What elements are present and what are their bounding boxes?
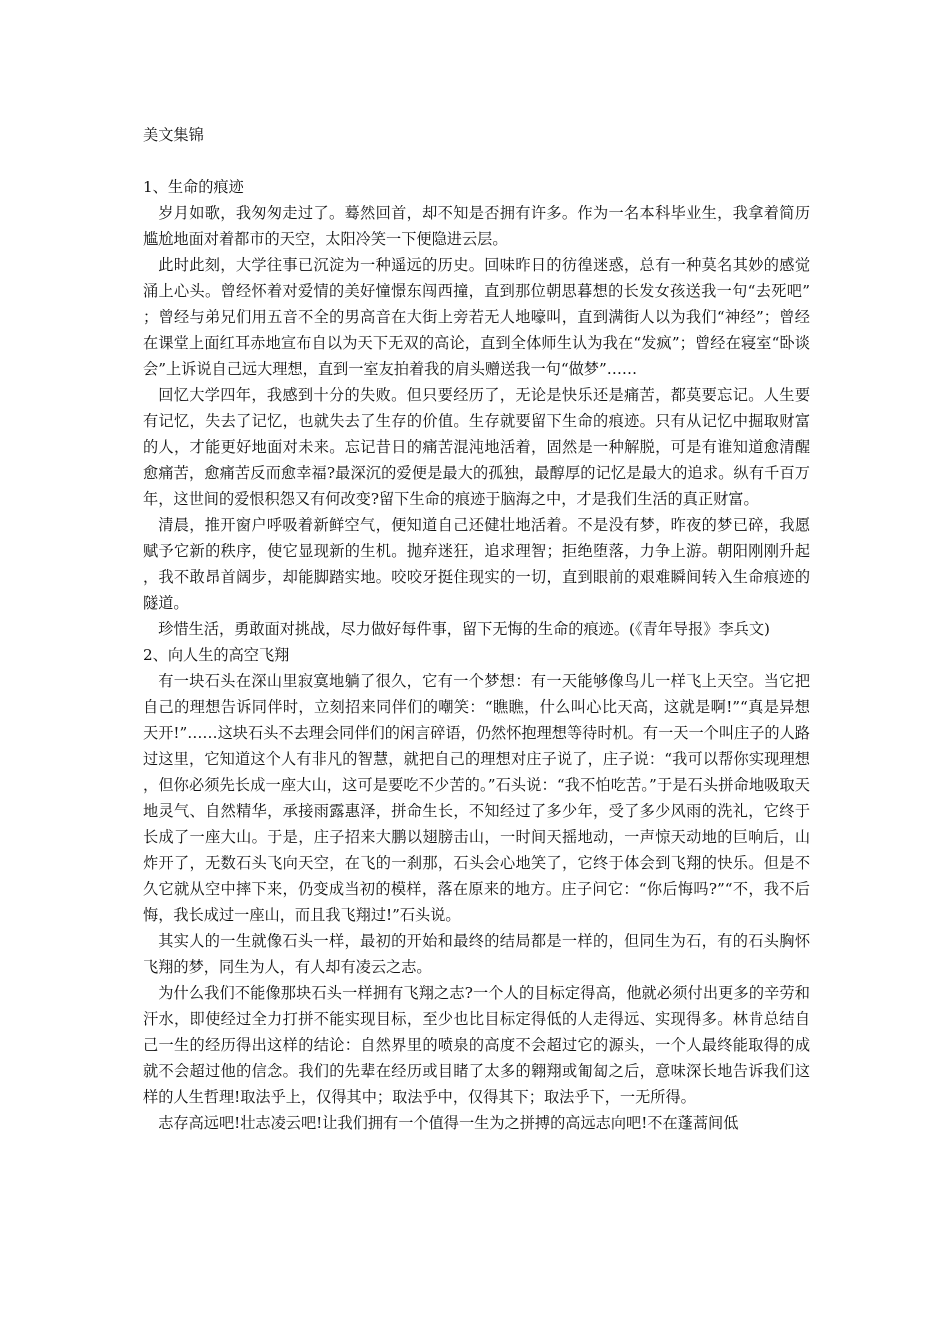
document-title: 美文集锦: [143, 126, 204, 144]
paragraph: 清晨，推开窗户呼吸着新鲜空气，便知道自己还健壮地活着。不是没有梦，昨夜的梦已碎，我愿赋予它新的秩序，使它显现新的生机。抛弃迷狂，追求理智；拒绝堕落，力争上游。朝阳刚刚升起，我不敢昂首阔步，却能脚踏实地。咬咬牙挺住现实的一切，直到眼前的艰难瞬间转入生命痕迹的隧道。: [143, 516, 810, 612]
paragraph: 其实人的一生就像石头一样，最初的开始和最终的结局都是一样的，但同生为石，有的石头胸怀飞翔的梦，同生为人，有人却有凌云之志。: [143, 932, 810, 976]
paragraph: 珍惜生活，勇敢面对挑战，尽力做好每件事，留下无悔的生命的痕迹。(《青年导报》李兵文): [158, 620, 770, 638]
paragraph: 有一块石头在深山里寂寞地躺了很久，它有一个梦想：有一天能够像鸟儿一样飞上天空。当它把自己的理想告诉同伴时，立刻招来同伴们的嘲笑：“瞧瞧，什么叫心比天高，这就是啊!”“真是异想天开!”……这块石头不去理会同伴们的闲言碎语，仍然怀抱理想等待时机。有一天一个叫庄子的人路过这里，它知道这个人有非凡的智慧，就把自己的理想对庄子说了，庄子说：“我可以帮你实现理想，但你必须先长成一座大山，这可是要吃不少苦的。”石头说：“我不怕吃苦。”于是石头拼命地吸取天地灵气、自然精华，承接雨露惠泽，拼命生长，不知经过了多少年，受了多少风雨的洗礼，它终于长成了一座大山。于是，庄子招来大鹏以翅膀击山，一时间天摇地动，一声惊天动地的巨响后，山炸开了，无数石头飞向天空，在飞的一刹那，石头会心地笑了，它终于体会到飞翔的快乐。但是不久它就从空中摔下来，仍变成当初的模样，落在原来的地方。庄子问它：“你后悔吗?”“不，我不后悔，我长成过一座山，而且我飞翔过!”石头说。: [143, 672, 810, 924]
paragraph: 志存高远吧!壮志凌云吧!让我们拥有一个值得一生为之拼搏的高远志向吧!不在蓬蒿间低: [158, 1114, 739, 1132]
document-body: [143, 122, 810, 1136]
article-section-2: [143, 642, 810, 1136]
article-section-1: [143, 174, 810, 642]
paragraph: 回忆大学四年，我感到十分的失败。但只要经历了，无论是快乐还是痛苦，都莫要忘记。人生要有记忆，失去了记忆，也就失去了生存的价值。生存就要留下生命的痕迹。只有从记忆中掘取财富的人，才能更好地面对未来。忘记昔日的痛苦混沌地活着，固然是一种解脱，可是有谁知道愈清醒愈痛苦，愈痛苦反而愈幸福?最深沉的爱便是最大的孤独，最醇厚的记忆是最大的追求。纵有千百万年，这世间的爱恨积怨又有何改变?留下生命的痕迹于脑海之中，才是我们生活的真正财富。: [143, 386, 810, 508]
paragraph: 岁月如歌，我匆匆走过了。蓦然回首，却不知是否拥有许多。作为一名本科毕业生，我拿着简历尴尬地面对着都市的天空，太阳冷笑一下便隐进云层。: [143, 204, 810, 248]
section-heading: 2、向人生的高空飞翔: [143, 646, 290, 664]
section-heading: 1、生命的痕迹: [143, 178, 244, 196]
paragraph: 为什么我们不能像那块石头一样拥有飞翔之志?一个人的目标定得高，他就必须付出更多的辛劳和汗水，即使经过全力打拼不能实现目标，至少也比目标定得低的人走得远、实现得多。林肯总结自己一生的经历得出这样的结论：自然界里的喷泉的高度不会超过它的源头，一个人最终能取得的成就不会超过他的信念。我们的先辈在经历或目睹了太多的翱翔或匍匐之后，意味深长地告诉我们这样的人生哲理!取法乎上，仅得其中；取法乎中，仅得其下；取法乎下，一无所得。: [143, 984, 810, 1106]
paragraph: 此时此刻，大学往事已沉淀为一种遥远的历史。回味昨日的彷徨迷惑，总有一种莫名其妙的感觉涌上心头。曾经怀着对爱情的美好憧憬东闯西撞，直到那位朝思暮想的长发女孩送我一句“去死吧”；曾经与弟兄们用五音不全的男高音在大街上旁若无人地嚎叫，直到满街人以为我们“神经”；曾经在课堂上面红耳赤地宣布自以为天下无双的高论，直到全体师生认为我在“发疯”；曾经在寝室“卧谈会”上诉说自己远大理想，直到一室友拍着我的肩头赠送我一句“做梦”……: [143, 256, 810, 378]
